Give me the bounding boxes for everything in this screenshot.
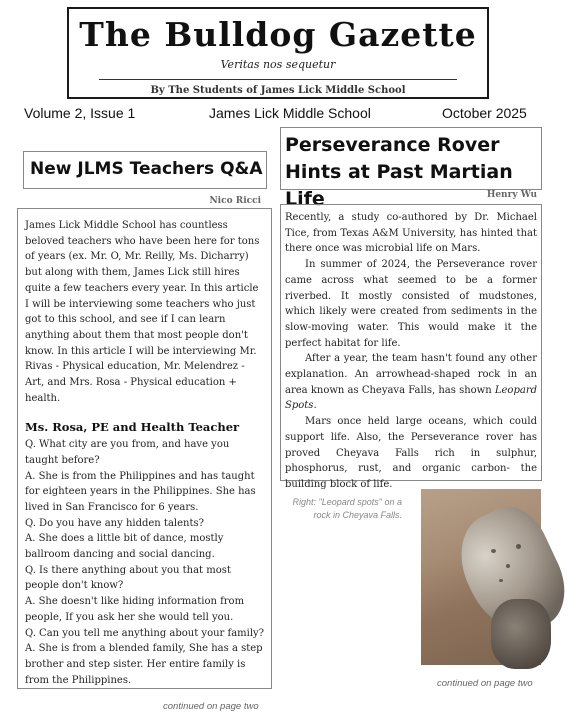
qa-line: Q. Can you tell me anything about your family? (25, 627, 265, 639)
qa-line: Q. What city are you from, and have you taught before? (25, 439, 230, 466)
left-article-intro: James Lick Middle School has countless beloved teachers who have been here for tons of years (ex. Mr. O, Mr. Reilly, Ms. Dicharry) but along with them, James Lick still hires quite a few teachers every year. In this article I will be interviewing some teachers who just got to this school, and see if I can learn anything about them that most people don't know. In this article I will be interviewing Mr. Rivas - Physical education, Mr. Melendrez - Art, and Mrs. Rosa - Physical education + health. (25, 220, 260, 404)
qa-line: A. She is from the Philippines and has taught for eighteen years in the Philippines. She has lived in San Francisco for 6 years. (25, 470, 256, 513)
newspaper-title: The Bulldog Gazette (79, 15, 477, 54)
right-article-paragraph (285, 351, 537, 414)
mars-rock-photo (421, 489, 541, 665)
left-article-title: New JLMS Teachers Q&A (23, 151, 267, 189)
issue-volume: Volume 2, Issue 1 (24, 105, 136, 121)
leopard-spot (516, 544, 521, 549)
right-article-title: Perseverance Rover Hints at Past Martian Life (280, 127, 542, 190)
qa-line: A. She is from a blended family, She has a step brother and step sister. Her entire family is from the Philippines. (25, 643, 263, 686)
paragraph-text: After a year, the team hasn't found any other explanation. An arrowhead-shaped rock in an area known as Cheyava Falls, has shown (285, 353, 537, 396)
issue-date: October 2025 (442, 105, 527, 121)
leopard-spot (491, 549, 496, 553)
right-article-body (280, 204, 542, 490)
right-continued-note: continued on page two (437, 678, 533, 689)
newspaper-motto: Veritas nos sequetur (220, 58, 336, 71)
qa-line: Q. Do you have any hidden talents? (25, 517, 204, 529)
masthead (67, 7, 489, 99)
right-article-author: Henry Wu (486, 190, 537, 200)
school-name: James Lick Middle School (209, 105, 371, 121)
leopard-spot (506, 564, 510, 568)
right-article-paragraph: In summer of 2024, the Perseverance rover came across what seemed to be a former riverbed. It mostly consisted of mudstones, which likely were created from sediments in the slow-moving water. This would make it the perfect habitat for life. (285, 259, 537, 349)
rock-shadow (491, 599, 551, 669)
left-continued-note: continued on page two (163, 701, 259, 712)
left-article-body (17, 208, 272, 689)
paragraph-text: . (313, 400, 317, 412)
left-article-subheading: Ms. Rosa, PE and Health Teacher (25, 420, 240, 435)
right-article-paragraph: Mars once held large oceans, which could support life. Also, the Perseverance rover has proved Cheyava Falls rich in sulphur, phosphorus, rust, and organic carbon- the building block of life. (285, 416, 537, 490)
qa-line: A. She does a little bit of dance, mostly ballroom dancing and social dancing. (25, 533, 224, 561)
qa-line: A. She doesn't like hiding information from people, If you ask her she would tell you. (25, 596, 245, 623)
masthead-divider (99, 79, 457, 80)
right-article-paragraph: Recently, a study co-authored by Dr. Michael Tice, from Texas A&M University, has hinted that there once was microbial life on Mars. (285, 212, 537, 255)
newspaper-byline: By The Students of James Lick Middle School (150, 85, 406, 96)
photo-caption: Right: "Leopard spots" on a rock in Cheyava Falls. (292, 497, 402, 520)
qa-line: Q. Is there anything about you that most people don't know? (25, 564, 231, 592)
italic-term: Leopard Spots (285, 384, 537, 412)
leopard-spot (499, 579, 503, 582)
left-article-author: Nico Ricci (209, 196, 261, 206)
